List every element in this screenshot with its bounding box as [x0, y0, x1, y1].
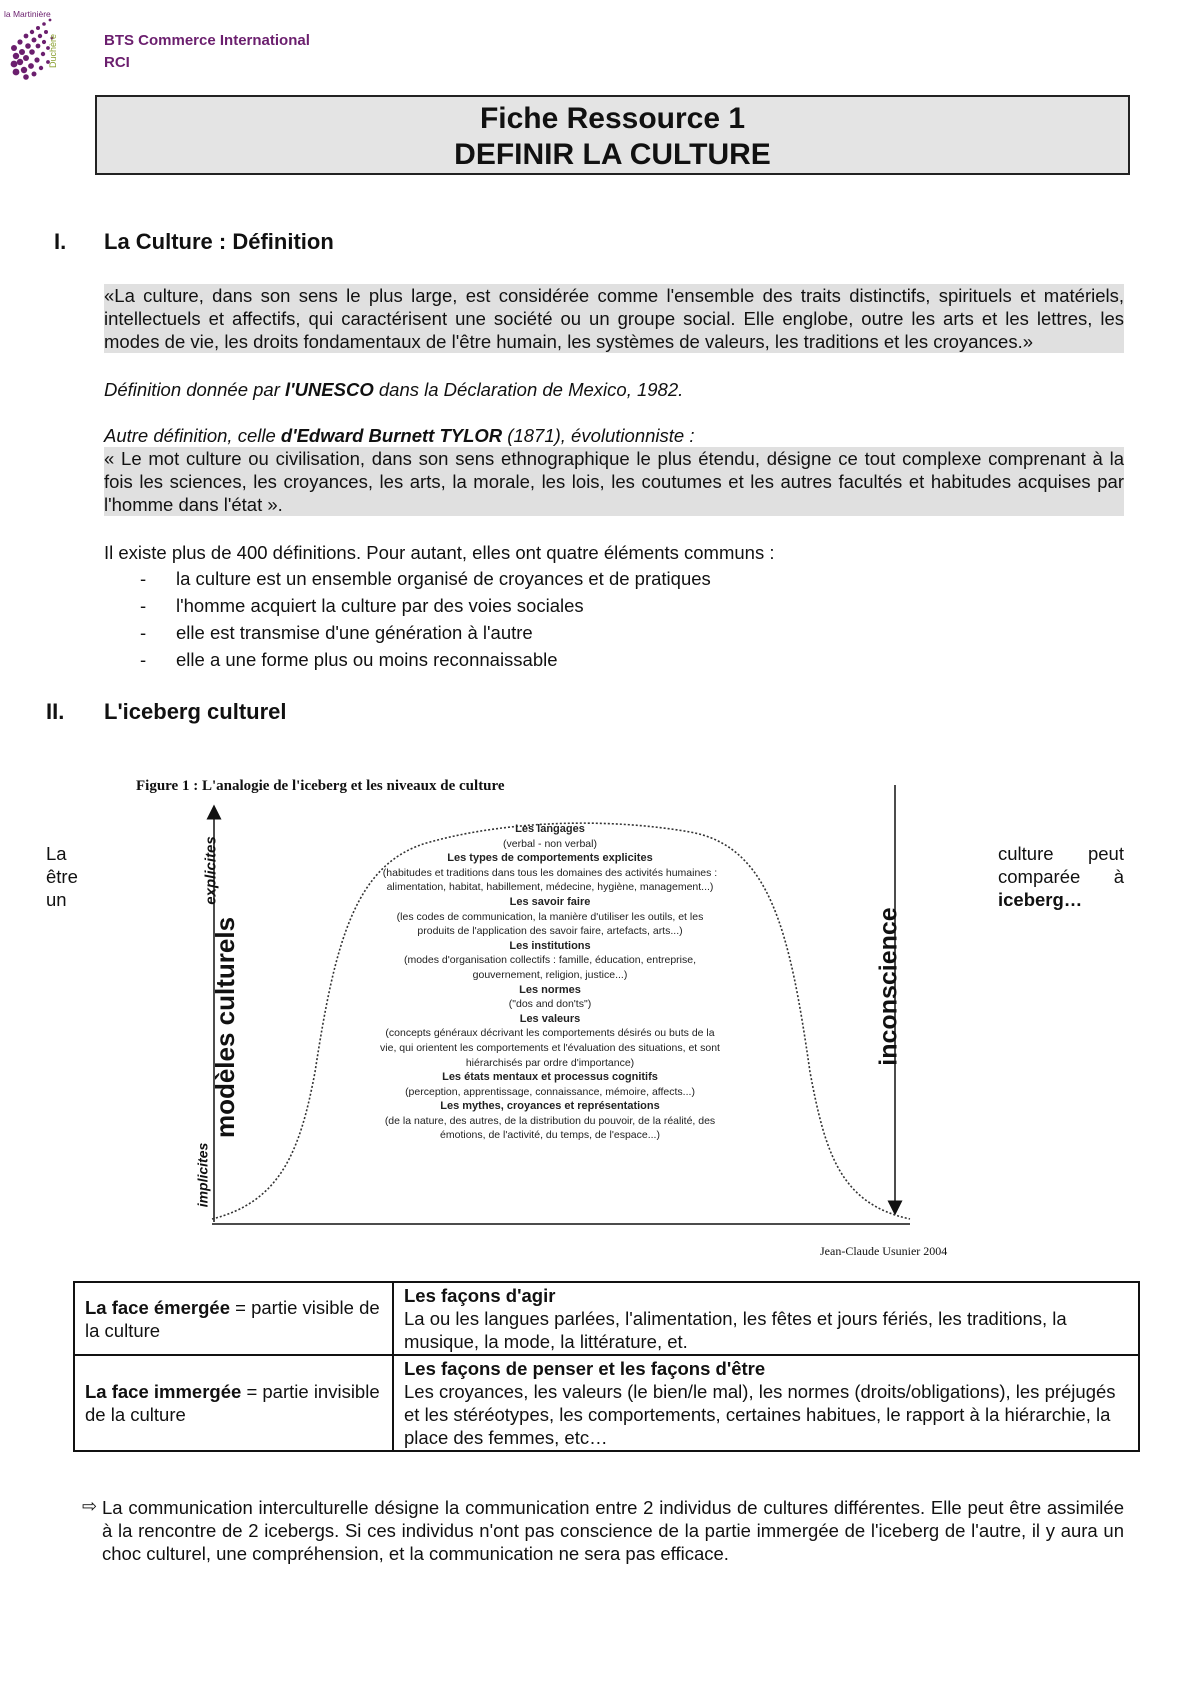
school-logo [4, 8, 78, 82]
iceberg-layers [380, 822, 720, 1143]
figure-title: Figure 1 : L'analogie de l'iceberg et les niveaux de culture [136, 778, 505, 794]
unesco-source-pre: Définition donnée par [104, 379, 286, 400]
layer-desc: (concepts généraux décrivant les comportements désirés ou buts de la vie, qui orientent les comportements et l'évaluation des situations, et sont hiérarchisés par ordre d'importance) [380, 1027, 720, 1069]
section-1-heading [54, 229, 654, 257]
layer-title: Les types de comportements explicites [447, 852, 653, 865]
face-emergee-label: La face émergée [85, 1296, 231, 1318]
layer-title: Les mythes, croyances et représentations [440, 1100, 660, 1113]
tylor-intro-pre: Autre définition, celle [104, 425, 281, 446]
unesco-name: l'UNESCO [285, 379, 374, 400]
conclusion-text: La communication interculturelle désigne la communication entre 2 individus de cultures différentes. Elle peut être assimilée à la rencontre de 2 icebergs. Si ces individus n'ont pas conscience de la partie immergée de l'iceberg de l'autre, il y aura un choc culturel, une compréhension, et la communication ne sera pas efficace. [102, 1497, 1124, 1564]
layer-desc: (modes d'organisation collectifs : famille, éducation, entreprise, gouvernement, religion, justice...) [403, 954, 697, 981]
label-inconscience: inconscience [874, 907, 903, 1066]
layer-desc: (verbal - non verbal) [503, 837, 597, 850]
left-fragment-line: un [46, 889, 67, 910]
right-fragment-line: culture peut [998, 843, 1124, 864]
layer-desc: (perception, apprentissage, connaissance, mémoire, affects...) [405, 1085, 695, 1098]
conclusion [82, 1496, 1124, 1565]
section-1-number: I. [54, 229, 67, 254]
section-2-title: L'iceberg culturel [104, 699, 287, 724]
title-line-2: DEFINIR LA CULTURE [454, 138, 771, 171]
section-2-number: II. [46, 699, 65, 724]
tylor-intro [104, 424, 1124, 447]
list-item: - elle a une forme plus ou moins reconnaissable [104, 646, 1104, 673]
right-text-fragment [998, 842, 1124, 888]
section-2-heading [46, 699, 646, 727]
title-line-1: Fiche Ressource 1 [479, 102, 746, 135]
unesco-source [104, 378, 1124, 401]
face-emergee-desc: = partie visible de la culture [85, 1296, 380, 1341]
section-1-title: La Culture : Définition [104, 229, 334, 254]
list-item: - elle est transmise d'une génération à l'autre [104, 619, 1104, 646]
right-fragment-bold: iceberg… [998, 889, 1083, 910]
layer-title: Les savoir faire [509, 895, 591, 908]
layer-title: Les normes [519, 983, 581, 996]
tylor-intro-post: (1871), évolutionniste : [502, 425, 695, 446]
layer-title: Les langages [515, 823, 585, 835]
faces-table [73, 1281, 1140, 1452]
label-implicites: implicites [194, 1142, 211, 1208]
table-cell [393, 1282, 1139, 1355]
layer-title: Les états mentaux et processus cognitifs [442, 1071, 658, 1084]
table-cell [74, 1282, 393, 1355]
left-fragment-line: être [46, 866, 78, 887]
layer-desc: ("dos and don'ts") [508, 998, 592, 1011]
common-elements-list [104, 565, 1104, 673]
left-fragment-line: La [46, 843, 67, 864]
figure-credit: Jean-Claude Usunier 2004 [820, 1244, 948, 1258]
program-code: RCI [104, 54, 130, 71]
svg-text:Duchère: Duchère [48, 33, 58, 68]
layer-title: Les valeurs [519, 1012, 581, 1025]
list-item: - l'homme acquiert la culture par des voies sociales [104, 592, 1104, 619]
svg-text:la Martinière: la Martinière [4, 9, 51, 19]
arrow-icon: ⇨ [82, 1496, 98, 1516]
facons-penser-text: Les croyances, les valeurs (le bien/le mal), les normes (droits/obligations), les préjugés et les stéréotypes, les comportements, certaines habitues, le rapport à la hiérarchie, la place des femmes, etc… [404, 1381, 1116, 1448]
definitions-intro: Il existe plus de 400 définitions. Pour autant, elles ont quatre éléments communs : [104, 542, 775, 563]
unesco-quote: «La culture, dans son sens le plus large, est considérée comme l'ensemble des traits distinctifs, spirituels et matériels, intellectuels et affectifs, qui caractérisent une société ou un groupe social. Elle englobe, outre les arts et les lettres, les modes de vie, les droits fondamentaux de l'être humain, les systèmes de valeurs, les traditions et les croyances.» [104, 285, 1124, 352]
label-explicites: explicites [202, 836, 220, 905]
right-fragment-line: comparée à [998, 866, 1124, 887]
layer-title: Les institutions [509, 939, 591, 952]
program-name: BTS Commerce International [104, 32, 310, 49]
layer-desc: (de la nature, des autres, de la distribution du pouvoir, de la réalité, des émotions, de l'activité, du temps, de l'espace...) [384, 1114, 716, 1142]
title-box [95, 95, 1130, 175]
table-cell [393, 1355, 1139, 1451]
label-modeles-culturels: modèles culturels [210, 916, 241, 1139]
layer-desc: (habitudes et traditions dans tous les domaines des activités humaines : alimentation, habitat, habillement, médecine, hygiène, management...) [382, 866, 718, 894]
program-header [104, 30, 310, 74]
tylor-quote: « Le mot culture ou civilisation, dans son sens ethnographique le plus étendu, désigne ce tout complexe comprenant à la fois les sciences, les croyances, les arts, la morale, les lois, les coutumes et les autres facultés et habitudes acquises par l'homme dans l'état ». [104, 448, 1124, 515]
table-row [74, 1282, 1139, 1355]
left-text-fragment [46, 842, 96, 911]
layer-desc: (les codes de communication, la manière d'utiliser les outils, et les produits de l'application des savoir faire, artefacts, arts...) [396, 910, 704, 938]
table-row [74, 1355, 1139, 1451]
table-cell [74, 1355, 393, 1451]
face-immergee-desc: = partie invisible de la culture [85, 1381, 380, 1425]
list-item: - la culture est un ensemble organisé de croyances et de pratiques [104, 565, 1104, 592]
facons-agir-title: Les façons d'agir [404, 1285, 556, 1306]
tylor-name: d'Edward Burnett TYLOR [280, 425, 503, 446]
iceberg-figure [130, 772, 1010, 1262]
facons-agir-text: La ou les langues parlées, l'alimentation, les fêtes et jours fériés, les traditions, la musique, la mode, la littérature, et. [404, 1308, 1067, 1352]
face-immergee-label: La face immergée [85, 1381, 242, 1402]
unesco-source-post: dans la Déclaration de Mexico, 1982. [373, 379, 684, 400]
facons-penser-title: Les façons de penser et les façons d'être [404, 1358, 766, 1379]
